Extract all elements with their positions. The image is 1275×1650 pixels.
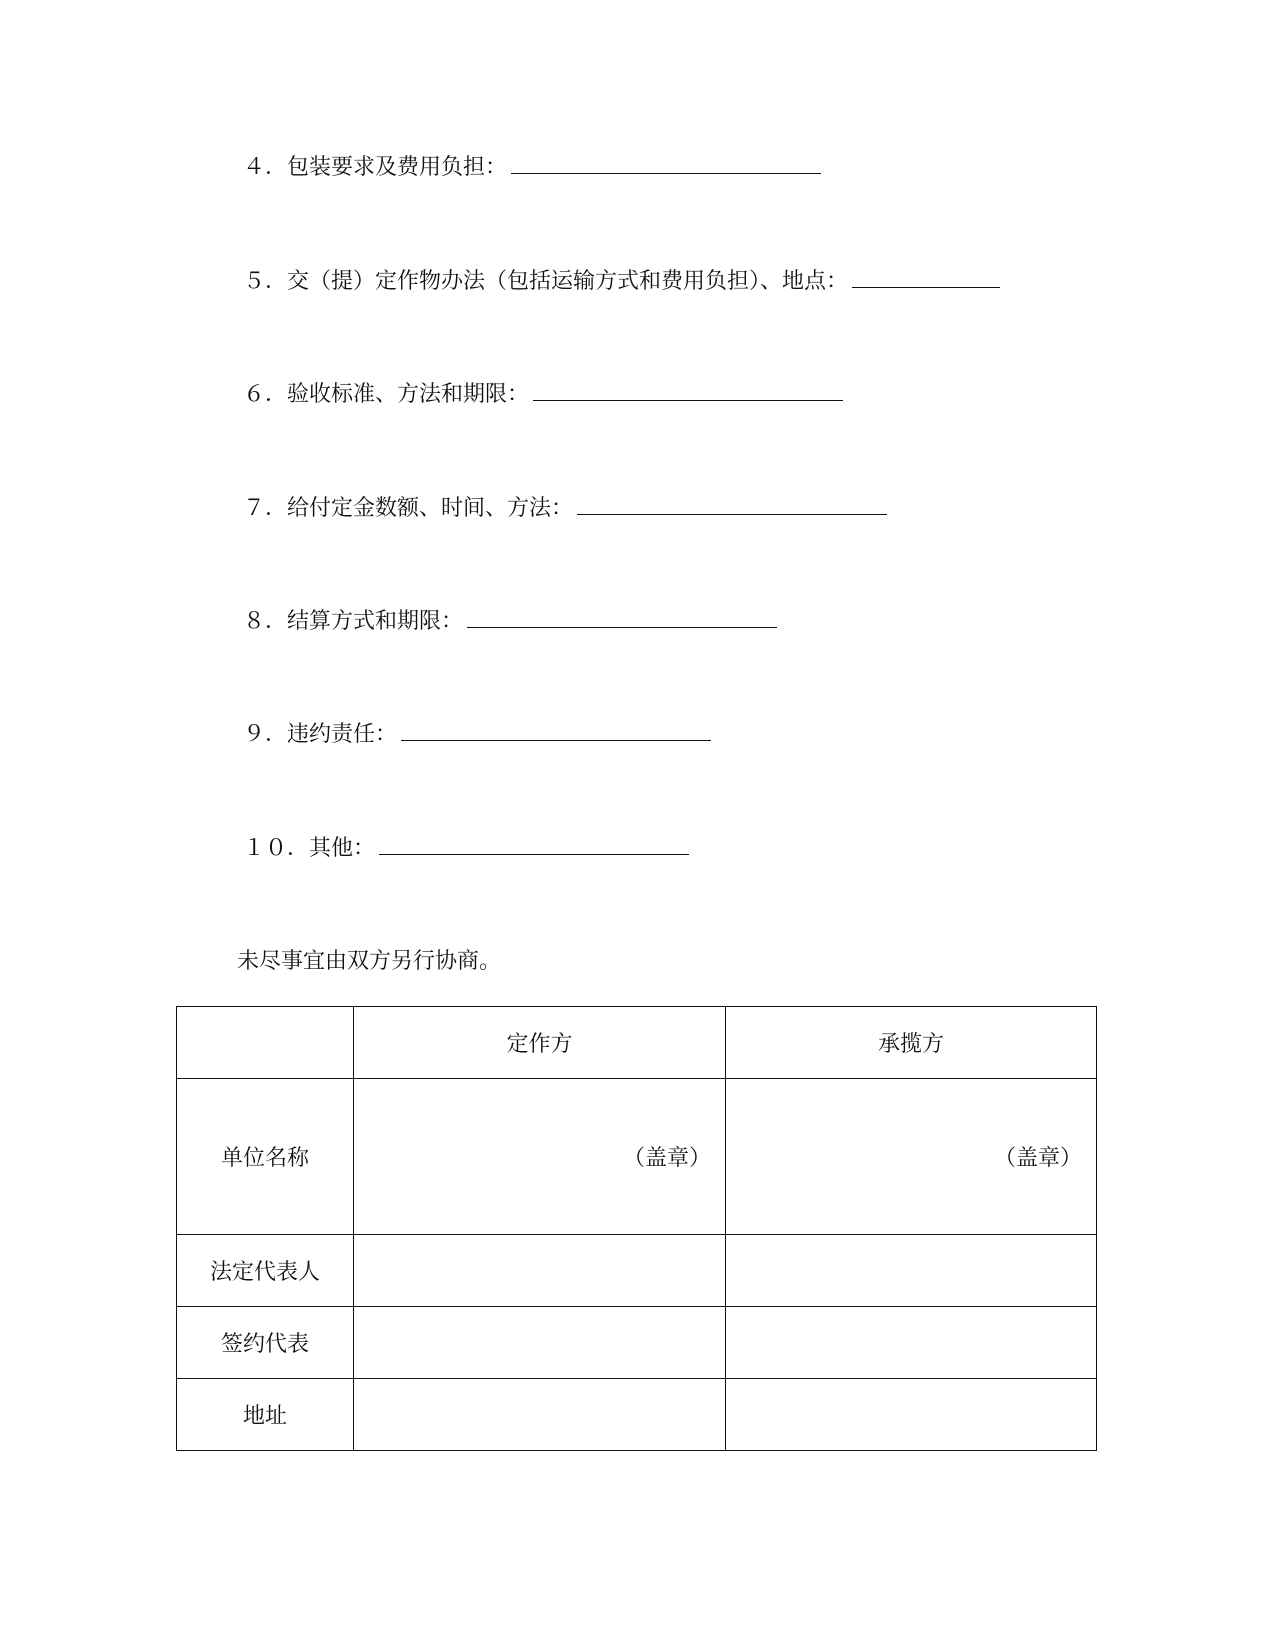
party-a-cell[interactable] bbox=[354, 1379, 726, 1451]
table-row bbox=[177, 1307, 1097, 1379]
table-header-row bbox=[177, 1007, 1097, 1079]
table-row bbox=[177, 1379, 1097, 1451]
header-party-b: 承揽方 bbox=[726, 1007, 1097, 1079]
fill-in-blank[interactable] bbox=[379, 832, 689, 855]
clause-10 bbox=[243, 832, 689, 864]
header-blank-cell bbox=[177, 1007, 354, 1079]
row-label: 签约代表 bbox=[177, 1307, 354, 1379]
party-a-seal-cell[interactable]: （盖章） bbox=[354, 1079, 726, 1235]
fill-in-blank[interactable] bbox=[401, 718, 711, 741]
clause-text: 违约责任： bbox=[287, 722, 398, 747]
clause-number: １０． bbox=[243, 836, 310, 861]
clause-8 bbox=[243, 605, 777, 637]
clause-9 bbox=[243, 718, 711, 750]
fill-in-blank[interactable] bbox=[577, 492, 887, 515]
party-b-cell[interactable] bbox=[726, 1235, 1097, 1307]
clause-text: 其他： bbox=[309, 836, 376, 861]
clause-6 bbox=[243, 378, 843, 410]
clause-number: ８． bbox=[243, 609, 288, 634]
clause-number: ４． bbox=[243, 155, 288, 180]
row-label: 地址 bbox=[177, 1379, 354, 1451]
party-b-cell[interactable] bbox=[726, 1307, 1097, 1379]
clause-text: 验收标准、方法和期限： bbox=[287, 382, 530, 407]
clause-5 bbox=[243, 265, 1000, 297]
clause-number: ７． bbox=[243, 496, 288, 521]
table-row bbox=[177, 1235, 1097, 1307]
party-b-cell[interactable] bbox=[726, 1379, 1097, 1451]
party-a-cell[interactable] bbox=[354, 1307, 726, 1379]
row-label: 法定代表人 bbox=[177, 1235, 354, 1307]
table-row bbox=[177, 1079, 1097, 1235]
party-b-seal-cell[interactable]: （盖章） bbox=[726, 1079, 1097, 1235]
clause-text: 交（提）定作物办法（包括运输方式和费用负担）、地点： bbox=[287, 269, 849, 294]
fill-in-blank[interactable] bbox=[467, 605, 777, 628]
fill-in-blank[interactable] bbox=[511, 151, 821, 174]
clause-text: 给付定金数额、时间、方法： bbox=[287, 496, 574, 521]
header-party-a: 定作方 bbox=[354, 1007, 726, 1079]
clause-text: 包装要求及费用负担： bbox=[287, 155, 508, 180]
closing-statement: 未尽事宜由双方另行协商。 bbox=[237, 949, 502, 974]
clause-text: 结算方式和期限： bbox=[287, 609, 464, 634]
clause-7 bbox=[243, 492, 887, 524]
clause-number: ６． bbox=[243, 382, 288, 407]
party-a-cell[interactable] bbox=[354, 1235, 726, 1307]
clause-number: ５． bbox=[243, 269, 288, 294]
row-label: 单位名称 bbox=[177, 1079, 354, 1235]
clause-number: ９． bbox=[243, 722, 288, 747]
clause-4 bbox=[243, 151, 821, 183]
fill-in-blank[interactable] bbox=[533, 378, 843, 401]
signature-table bbox=[176, 1006, 1097, 1451]
fill-in-blank[interactable] bbox=[852, 265, 1000, 288]
